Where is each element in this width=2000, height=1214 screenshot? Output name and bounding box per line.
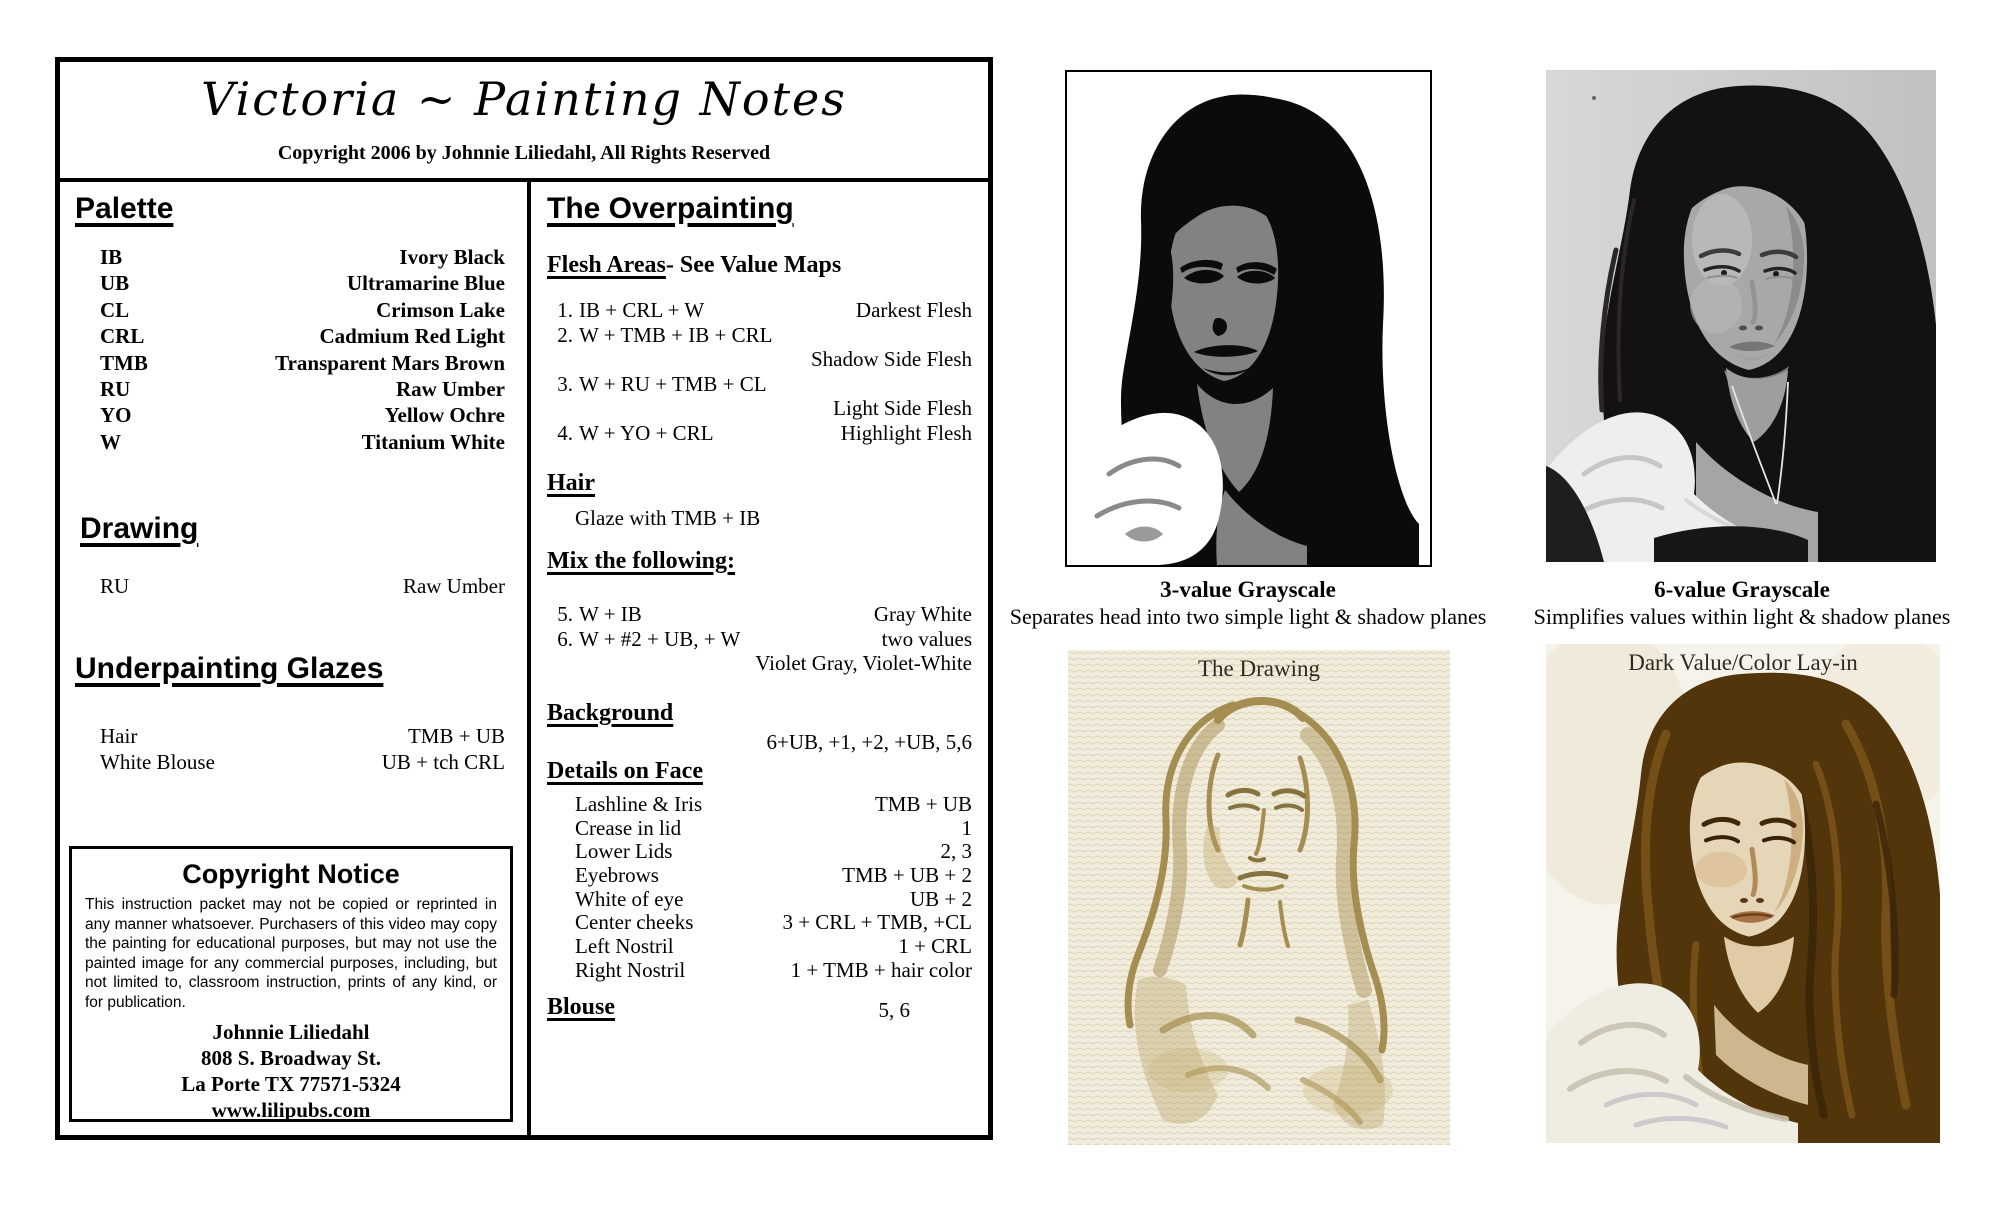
mix-row: Violet Gray, Violet-White: [755, 651, 972, 676]
palette-row: W Titanium White: [100, 429, 505, 454]
copyright-line: Copyright 2006 by Johnnie Liliedahl, All Rights Reserved: [277, 142, 771, 164]
flesh-areas-heading: Flesh Areas- See Value Maps: [547, 252, 842, 278]
underpainting-list: [100, 724, 505, 777]
mix-row: 6. W + #2 + UB, + W two values: [557, 626, 972, 651]
mix-list: [547, 602, 972, 676]
palette-list: [100, 245, 505, 456]
overpainting-heading: The Overpainting: [547, 192, 794, 225]
palette-row: CRL Cadmium Red Light: [100, 324, 505, 349]
hair-glaze-line: Glaze with TMB + IB: [575, 506, 761, 530]
underpainting-row: White Blouse UB + tch CRL: [100, 750, 505, 775]
painting-notes-document: [55, 57, 993, 1140]
palette-heading: Palette: [75, 192, 174, 225]
details-on-face-heading: Details on Face: [547, 758, 703, 784]
blouse-heading: Blouse: [547, 994, 616, 1020]
underpainting-row: Hair TMB + UB: [100, 724, 505, 748]
flesh-mix-row: 2. W + TMB + IB + CRL: [557, 322, 773, 347]
detail-row: Right Nostril 1 + TMB + hair color: [575, 957, 972, 982]
detail-row: Center cheeks 3 + CRL + TMB, +CL: [575, 910, 972, 935]
copyright-notice-heading: Copyright Notice: [182, 859, 400, 889]
caption-the-drawing: The Drawing: [1198, 656, 1320, 681]
palette-row: RU Raw Umber: [100, 376, 505, 401]
header-rule: [60, 178, 988, 182]
caption-6-value-grayscale: [1492, 576, 1992, 630]
copyright-notice-body: This instruction packet may not be copied or reprinted in any manner whatsoever. Purchasers of this video may copy the painting for educational purposes, but may not use the painted image for any commercial purposes, including, but not limited to, classroom instruction, prints of any kind, or for publication.: [85, 896, 497, 1011]
detail-row: Lower Lids 2, 3: [575, 839, 972, 864]
palette-row: UB Ultramarine Blue: [100, 271, 505, 296]
caption-subtitle: Simplifies values within light & shadow planes: [1533, 604, 1951, 629]
drawing-sketch-image: [1068, 650, 1450, 1145]
figure-6-value-grayscale: [1546, 70, 1936, 562]
contact-name: Johnnie Liliedahl: [212, 1020, 370, 1044]
detail-row: Eyebrows TMB + UB + 2: [575, 863, 972, 888]
background-value: 6+UB, +1, +2, +UB, 5,6: [766, 730, 972, 754]
flesh-mix-row: 1. IB + CRL + W Darkest Flesh: [557, 298, 972, 322]
flesh-mix-row: Shadow Side Flesh: [810, 347, 972, 372]
contact-website: www.lilipubs.com: [211, 1098, 371, 1122]
color-lay-in-painting-image: [1546, 644, 1940, 1143]
column-divider: [527, 178, 531, 1135]
drawing-row: RU Raw Umber: [100, 574, 505, 598]
3-value-grayscale-portrait-image: [1067, 72, 1430, 565]
flesh-mix-row: 3. W + RU + TMB + CL: [557, 371, 767, 396]
palette-row: TMB Transparent Mars Brown: [100, 350, 505, 375]
6-value-grayscale-portrait-image: [1546, 70, 1936, 562]
flesh-mix-row: Light Side Flesh: [833, 396, 972, 421]
detail-row: White of eye UB + 2: [575, 886, 972, 911]
figure-3-value-grayscale: [1065, 70, 1432, 567]
caption-title: 3-value Grayscale: [1160, 577, 1336, 602]
hair-heading: Hair: [547, 470, 595, 496]
mix-following-heading: Mix the following:: [547, 548, 735, 574]
flesh-mix-row: 4. W + YO + CRL Highlight Flesh: [557, 420, 972, 445]
detail-row: Crease in lid 1: [575, 815, 972, 840]
detail-row: Left Nostril 1 + CRL: [575, 934, 972, 959]
palette-row: CL Crimson Lake: [100, 297, 505, 322]
contact-city: La Porte TX 77571-5324: [181, 1072, 401, 1096]
flesh-mix-list: [547, 298, 972, 446]
palette-row: IB Ivory Black: [100, 245, 505, 269]
detail-row: Lashline & Iris TMB + UB: [575, 792, 972, 816]
contact-block: [72, 1019, 510, 1123]
figure-dark-value-color-lay-in: [1546, 644, 1940, 1143]
copyright-notice-box: [69, 846, 513, 1122]
caption-dark-value-color-lay-in: Dark Value/Color Lay-in: [1628, 650, 1858, 675]
background-heading: Background: [547, 700, 674, 726]
drawing-heading: Drawing: [80, 512, 199, 545]
caption-title: 6-value Grayscale: [1654, 577, 1830, 602]
palette-row: YO Yellow Ochre: [100, 403, 505, 428]
caption-3-value-grayscale: [998, 576, 1498, 630]
mix-row: 5. W + IB Gray White: [557, 602, 972, 626]
contact-street: 808 S. Broadway St.: [201, 1046, 381, 1070]
drawing-list: [100, 574, 505, 600]
blouse-value: 5, 6: [878, 998, 910, 1022]
figure-the-drawing: [1068, 650, 1450, 1145]
caption-subtitle: Separates head into two simple light & shadow planes: [1009, 604, 1487, 629]
details-list: [547, 792, 972, 982]
page-title: Victoria ~ Painting Notes: [201, 72, 847, 126]
underpainting-heading: Underpainting Glazes: [75, 652, 384, 685]
